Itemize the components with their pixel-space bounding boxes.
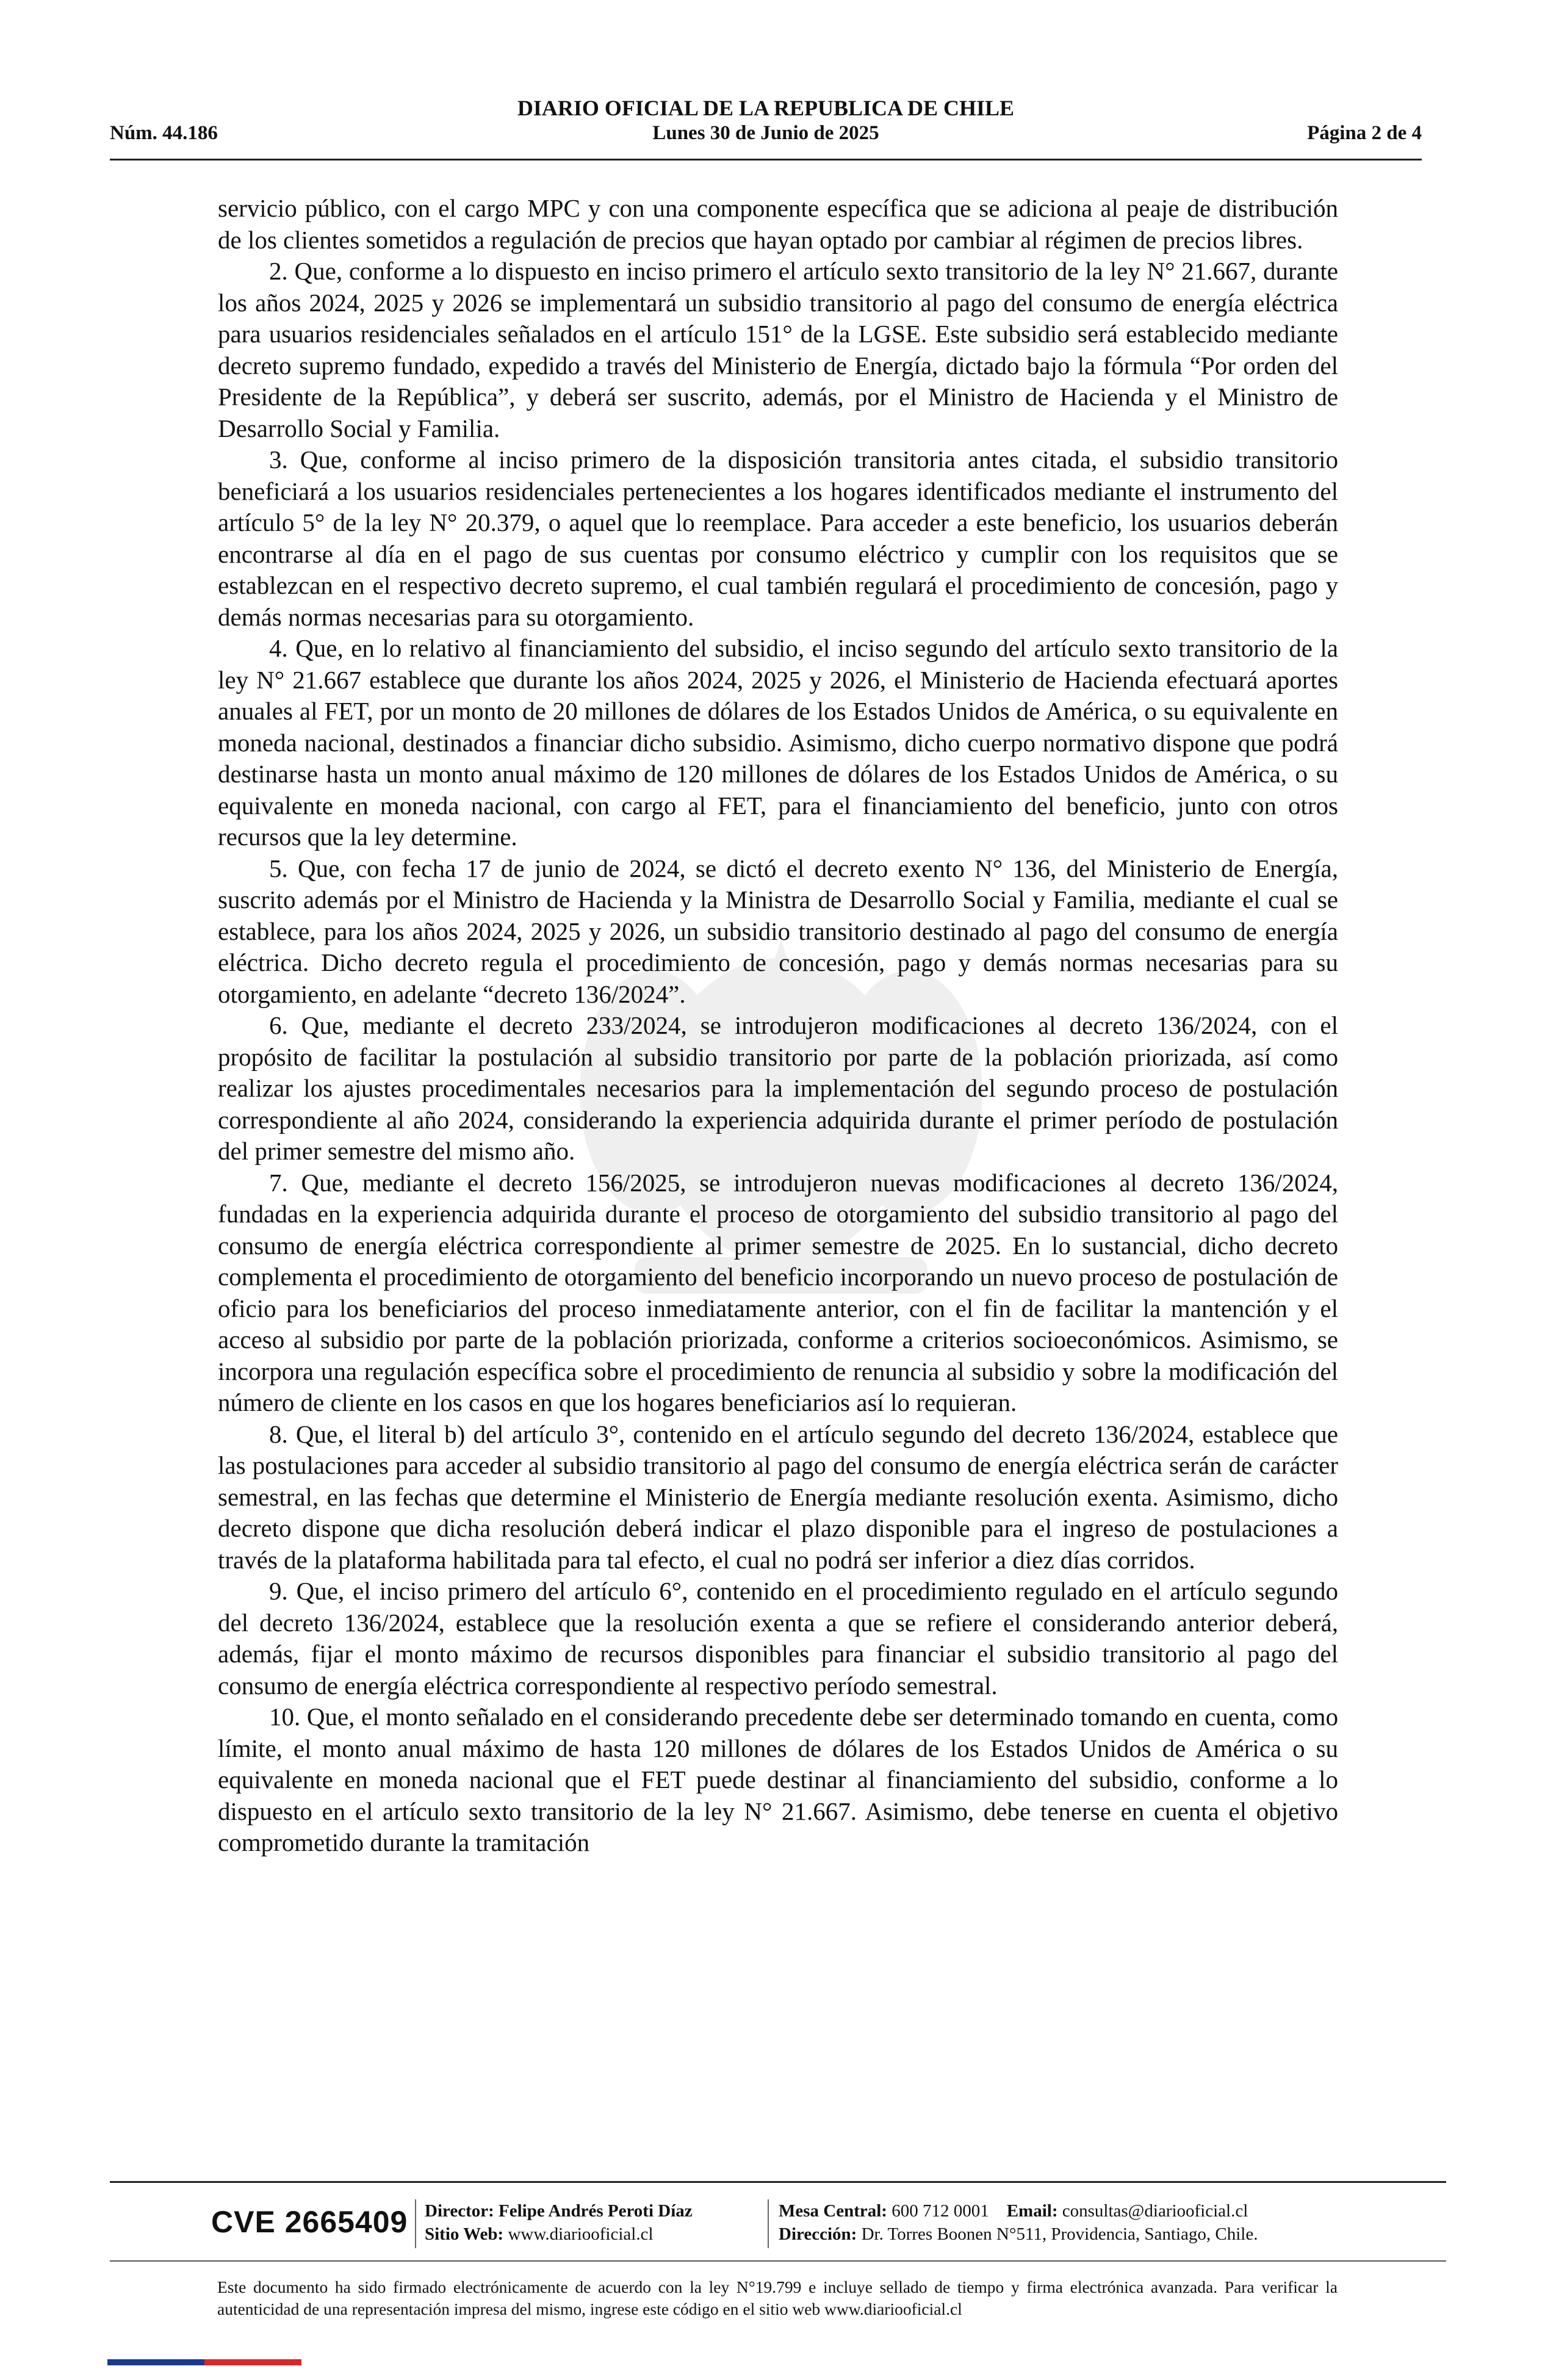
mesa-central-label: Mesa Central: <box>779 2201 887 2221</box>
email-label: Email: <box>1006 2201 1058 2221</box>
paragraph-5: 5. Que, con fecha 17 de junio de 2024, se dictó el decreto exento N° 136, del Ministerio de Energía, suscrito además por el Ministro de Hacienda y la Ministra de Desarrollo Social y Familia, mediante el cual se establece, para los años 2024, 2025 y 2026, un subsidio transitorio destinado al pago del consumo de energía eléctrica. Dicho decreto regula el procedimiento de concesión, pago y demás normas necesarias para su otorgamiento, en adelante “decreto 136/2024”. <box>218 854 1338 1008</box>
address-label: Dirección: <box>779 2224 857 2244</box>
footer-inner-divider <box>110 2260 1446 2262</box>
newspaper-title: DIARIO OFICIAL DE LA REPUBLICA DE CHILE <box>517 96 1015 120</box>
document-body <box>218 193 1338 1859</box>
email-link[interactable]: consultas@diariooficial.cl <box>1062 2201 1248 2221</box>
paragraph-4: 4. Que, en lo relativo al financiamiento del subsidio, el inciso segundo del artículo sexto transitorio de la ley N° 21.667 establece que durante los años 2024, 2025 y 2026, el Ministerio de Hacienda efectuará aportes anuales al FET, por un monto de 20 millones de dólares de los Estados Unidos de América, o su equivalente en moneda nacional, destinados a financiar dicho subsidio. Asimismo, dicho cuerpo normativo dispone que podrá destinarse hasta un monto anual máximo de 120 millones de dólares de los Estados Unidos de América, o su equivalente en moneda nacional, con cargo al FET, para el financiamiento del beneficio, junto con otros recursos que la ley determine. <box>218 634 1338 851</box>
paragraph-3: 3. Que, conforme al inciso primero de la disposición transitoria antes citada, el subsidio transitorio beneficiará a los usuarios residenciales pertenecientes a los hogares identificados mediante el instrumento del artículo 5° de la ley N° 20.379, o aquel que lo reemplace. Para acceder a este beneficio, los usuarios deberán encontrarse al día en el pago de sus cuentas por consumo eléctrico y cumplir con los requisitos que se establezcan en el respectivo decreto supremo, el cual también regulará el procedimiento de concesión, pago y demás normas necesarias para su otorgamiento. <box>218 445 1338 631</box>
flag-blue-segment <box>107 2359 204 2365</box>
director-name: Felipe Andrés Peroti Díaz <box>499 2201 693 2221</box>
footer-separator <box>415 2199 416 2248</box>
paragraph-10: 10. Que, el monto señalado en el considerando precedente debe ser determinado tomando en cuenta, como límite, el monto anual máximo de hasta 120 millones de dólares de los Estados Unidos de América o su equivalente en moneda nacional que el FET puede destinar al financiamiento del subsidio, conforme a lo dispuesto en el artículo sexto transitorio de la ley N° 21.667. Asimismo, debe tenerse en cuenta el objetivo comprometido durante la tramitación <box>218 1703 1338 1856</box>
paragraph-8: 8. Que, el literal b) del artículo 3°, contenido en el artículo segundo del decreto 136/2024, establece que las postulaciones para acceder al subsidio transitorio al pago del consumo de energía eléctrica serán de carácter semestral, en las fechas que determine el Ministerio de Energía mediante resolución exenta. Asimismo, dicho decreto dispone que dicha resolución deberá indicar el plazo disponible para el ingreso de postulaciones a través de la plataforma habilitada para tal efecto, el cual no podrá ser inferior a diez días corridos. <box>218 1419 1338 1574</box>
footer-contact-block <box>779 2199 1258 2246</box>
mesa-central-phone: 600 712 0001 <box>891 2201 989 2221</box>
footer-director-block <box>425 2199 693 2246</box>
paragraph-continuation: servicio público, con el cargo MPC y con una componente específica que se adiciona al peaje de distribución de los clientes sometidos a regulación de precios que hayan optado por cambiar al régimen de precios libres. <box>218 194 1338 254</box>
flag-red-segment <box>204 2359 301 2365</box>
address-value: Dr. Torres Boonen N°511, Providencia, Santiago, Chile. <box>861 2224 1258 2244</box>
website-label: Sitio Web: <box>425 2224 504 2244</box>
paragraph-2: 2. Que, conforme a lo dispuesto en inciso primero el artículo sexto transitorio de la ley N° 21.667, durante los años 2024, 2025 y 2026 se implementará un subsidio transitorio al pago del consumo de energía eléctrica para usuarios residenciales señalados en el artículo 151° de la LGSE. Este subsidio será establecido mediante decreto supremo fundado, expedido a través del Ministerio de Energía, dictado bajo la fórmula “Por orden del Presidente de la República”, y deberá ser suscrito, además, por el Ministro de Hacienda y el Ministro de Desarrollo Social y Familia. <box>218 257 1338 442</box>
page-header <box>110 92 1422 160</box>
page-indicator: Página 2 de 4 <box>1307 122 1422 144</box>
footer-separator <box>768 2199 769 2248</box>
footer-divider <box>110 2181 1446 2183</box>
paragraph-9: 9. Que, el inciso primero del artículo 6°, contenido en el procedimiento regulado en el artículo segundo del decreto 136/2024, establece que la resolución exenta a que se refiere el considerando anterior deberá, además, fijar el monto máximo de recursos disponibles para financiar el subsidio transitorio al pago del consumo de energía eléctrica correspondiente al respectivo período semestral. <box>218 1577 1338 1700</box>
director-label: Director: <box>425 2201 494 2221</box>
paragraph-7: 7. Que, mediante el decreto 156/2025, se introdujeron nuevas modificaciones al decreto 136/2024, fundadas en la experiencia adquirida durante el proceso de otorgamiento del subsidio transitorio al pago del consumo de energía eléctrica correspondiente al primer semestre de 2025. En lo sustancial, dicho decreto complementa el procedimiento de otorgamiento del beneficio incorporando un nuevo proceso de postulación de oficio para los beneficiarios del proceso inmediatamente anterior, con el fin de facilitar la mantención y el acceso al subsidio por parte de la población priorizada, conforme a criterios socioeconómicos. Asimismo, se incorpora una regulación específica sobre el procedimiento de renuncia al subsidio y sobre la modificación del número de cliente en los casos en que los hogares beneficiarios así lo requieran. <box>218 1168 1338 1416</box>
website-link[interactable]: www.diariooficial.cl <box>508 2224 654 2244</box>
flag-color-bar <box>107 2359 301 2365</box>
issue-date: Lunes 30 de Junio de 2025 <box>652 122 879 144</box>
paragraph-6: 6. Que, mediante el decreto 233/2024, se introdujeron modificaciones al decreto 136/2024, con el propósito de facilitar la postulación al subsidio transitorio por parte de la población priorizada, así como realizar los ajustes procedimentales necesarios para la implementación del segundo proceso de postulación correspondiente al año 2024, considerando la experiencia adquirida durante el primer período de postulación del primer semestre del mismo año. <box>218 1011 1338 1165</box>
page-footer <box>110 2181 1446 2346</box>
cve-code: CVE 2665409 <box>211 2205 408 2239</box>
issue-number: Núm. 44.186 <box>110 122 218 144</box>
signature-notice: Este documento ha sido firmado electrónicamente de acuerdo con la ley N°19.799 e incluye sellado de tiempo y firma electrónica avanzada. Para verificar la autenticidad de una representación impresa del mismo, ingrese este código en el sitio web www.diariooficial.cl <box>217 2277 1338 2318</box>
